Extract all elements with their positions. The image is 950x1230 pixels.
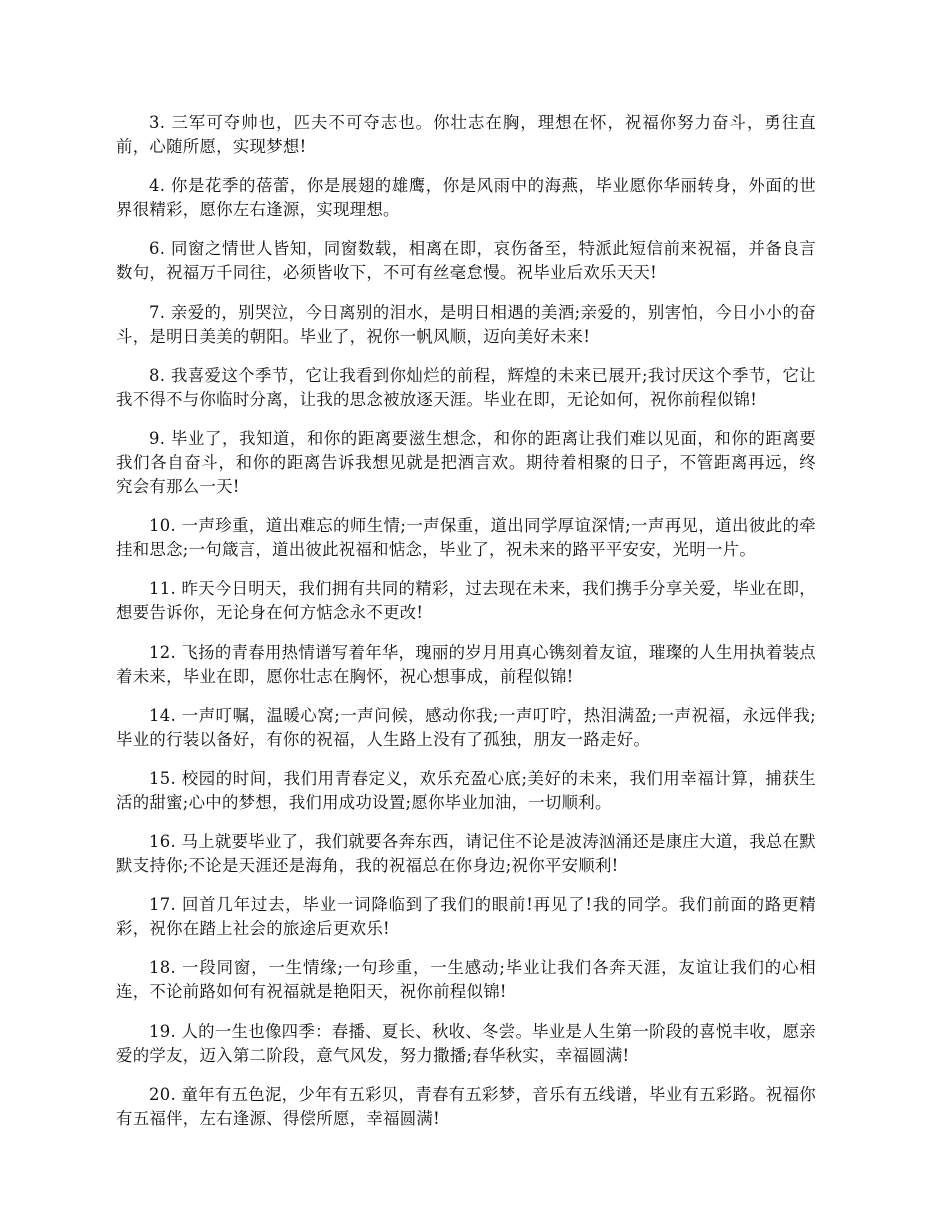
paragraph-16: 16. 马上就要毕业了，我们就要各奔东西，请记住不论是波涛汹涌还是康庄大道，我总在默默支持你;不论是天涯还是海角，我的祝福总在你身边;祝你平安顺利! [116, 832, 816, 876]
paragraph-10: 10. 一声珍重，道出难忘的师生情;一声保重，道出同学厚谊深情;一声再见，道出彼此的牵挂和思念;一句箴言，道出彼此祝福和惦念，毕业了，祝未来的路平平安安，光明一片。 [116, 516, 816, 560]
paragraph-12: 12. 飞扬的青春用热情谱写着年华，瑰丽的岁月用真心镌刻着友谊，璀璨的人生用执着装点着未来，毕业在即，愿你壮志在胸怀，祝心想事成，前程似锦! [116, 642, 816, 686]
paragraph-9: 9. 毕业了，我知道，和你的距离要滋生想念，和你的距离让我们难以见面，和你的距离要我们各自奋斗，和你的距离告诉我想见就是把酒言欢。期待着相聚的日子，不管距离再远，终究会有那么一天! [116, 428, 816, 496]
paragraph-20: 20. 童年有五色泥，少年有五彩贝，青春有五彩梦，音乐有五线谱，毕业有五彩路。祝福你有五福伴，左右逢源、得偿所愿，幸福圆满! [116, 1084, 816, 1128]
document-body [116, 111, 816, 1146]
paragraph-18: 18. 一段同窗，一生情缘;一句珍重，一生感动;毕业让我们各奔天涯，友谊让我们的心相连，不论前路如何有祝福就是艳阳天，祝你前程似锦! [116, 958, 816, 1002]
paragraph-4: 4. 你是花季的蓓蕾，你是展翅的雄鹰，你是风雨中的海燕，毕业愿你华丽转身，外面的世界很精彩，愿你左右逢源，实现理想。 [116, 176, 816, 220]
paragraph-6: 6. 同窗之情世人皆知，同窗数载，相离在即，哀伤备至，特派此短信前来祝福，并备良言数句，祝福万千同往，必须皆收下，不可有丝毫怠慢。祝毕业后欢乐天天! [116, 239, 816, 283]
paragraph-17: 17. 回首几年过去，毕业一词降临到了我们的眼前!再见了!我的同学。我们前面的路更精彩，祝你在踏上社会的旅途后更欢乐! [116, 895, 816, 939]
paragraph-7: 7. 亲爱的，别哭泣，今日离别的泪水，是明日相遇的美酒;亲爱的，别害怕，今日小小的奋斗，是明日美美的朝阳。毕业了，祝你一帆风顺，迈向美好未来! [116, 302, 816, 346]
paragraph-3: 3. 三军可夺帅也，匹夫不可夺志也。你壮志在胸，理想在怀，祝福你努力奋斗，勇往直前，心随所愿，实现梦想! [116, 113, 816, 156]
paragraph-19: 19. 人的一生也像四季：春播、夏长、秋收、冬尝。毕业是人生第一阶段的喜悦丰收，愿亲爱的学友，迈入第二阶段，意气风发，努力撒播;春华秋实，幸福圆满! [116, 1021, 816, 1065]
paragraph-11: 11. 昨天今日明天，我们拥有共同的精彩，过去现在未来，我们携手分享关爱，毕业在即，想要告诉你，无论身在何方惦念永不更改! [116, 579, 816, 623]
paragraph-14: 14. 一声叮嘱，温暖心窝;一声问候，感动你我;一声叮咛，热泪满盈;一声祝福，永远伴我;毕业的行装以备好，有你的祝福，人生路上没有了孤独，朋友一路走好。 [116, 705, 816, 749]
paragraph-8: 8. 我喜爱这个季节，它让我看到你灿烂的前程，辉煌的未来已展开;我讨厌这个季节，它让我不得不与你临时分离，让我的思念被放逐天涯。毕业在即，无论如何，祝你前程似锦! [116, 365, 816, 409]
paragraph-15: 15. 校园的时间，我们用青春定义，欢乐充盈心底;美好的未来，我们用幸福计算，捕获生活的甜蜜;心中的梦想，我们用成功设置;愿你毕业加油，一切顺利。 [116, 768, 816, 812]
